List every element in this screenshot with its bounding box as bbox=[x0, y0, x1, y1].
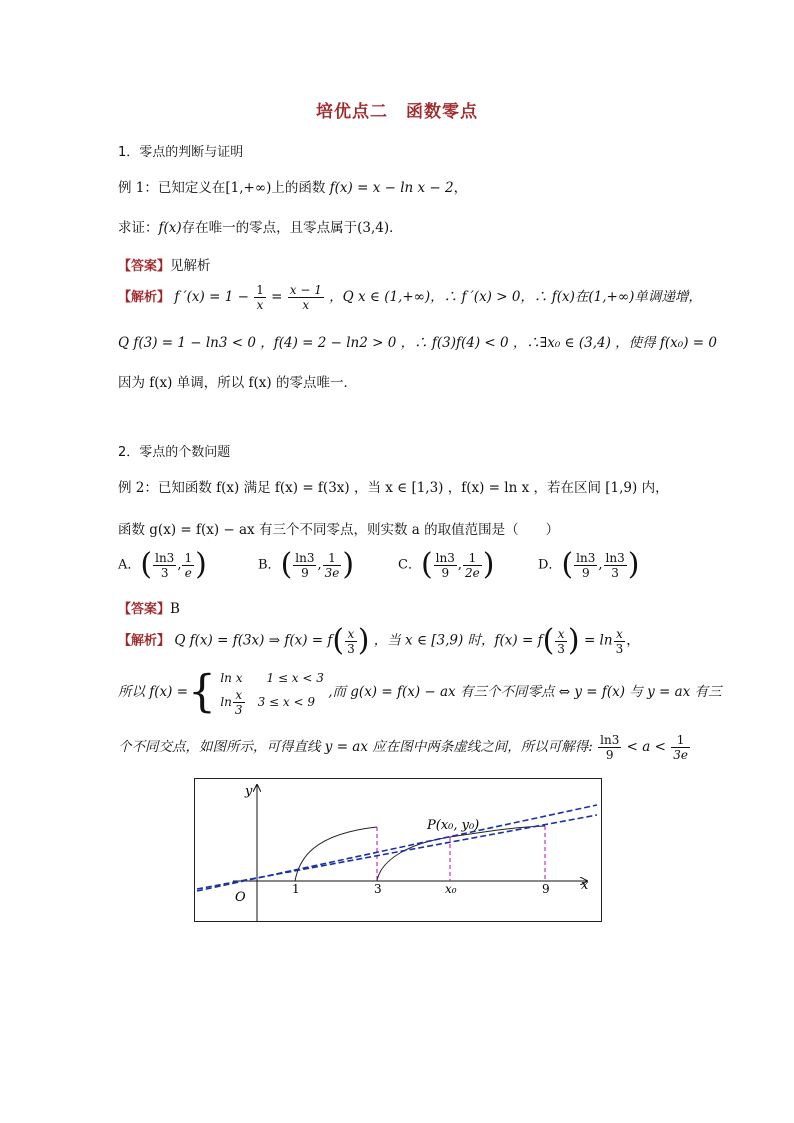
tick-label-1: 1 bbox=[292, 882, 300, 896]
option-c[interactable]: C．( $\frac{\ln 3}{9}$ , $\frac{1}{2e}$ ) bbox=[398, 547, 495, 582]
answer-2-tag: 【答案】 bbox=[118, 602, 171, 617]
option-d[interactable]: D．( $\frac{\ln 3}{9}$ , $\frac{\ln 3}{3}$ ) bbox=[538, 547, 640, 582]
solution-2-conclusion: 个不同交点，如图所示，可得直线 y = ax 应在图中两条虚线之间，所以可解得: bbox=[118, 739, 593, 755]
fraction-1-over-x: $\frac{1}{x}$ bbox=[256, 283, 264, 312]
ex1-interval: [1,+∞) bbox=[225, 180, 272, 196]
solution-1-line1 bbox=[118, 283, 702, 312]
tick-label-x0: x₀ bbox=[445, 882, 457, 896]
graph-svg bbox=[195, 779, 601, 921]
ex1-label: 例 1：已知定义在 bbox=[118, 180, 226, 196]
example-2-line2: 函数 g(x) = f(x) − ax 有三个不同零点，则实数 a 的取值范围是（ ） bbox=[118, 522, 560, 538]
piecewise-cases: ln x 1 ≤ x < 3 ln $\frac{x}{3}$ 3 ≤ x < 9 bbox=[220, 671, 324, 717]
solution-1-rest: ，Q x ∈ (1,+∞)，∴ f ′(x) > 0，∴ f(x)在(1,+∞)单调递增， bbox=[329, 289, 702, 305]
tick-label-9: 9 bbox=[542, 882, 550, 896]
section-heading-1: 1．零点的判断与证明 bbox=[118, 145, 244, 160]
solution-2-line3: 个不同交点，如图所示，可得直线 y = ax 应在图中两条虚线之间，所以可解得: $\frac{\ln 3}{9}$ < a < $\frac{1}{3e}$ bbox=[118, 733, 688, 762]
ex1-func: f(x) = x − ln x − 2 bbox=[329, 180, 454, 196]
solution-1-line2: Q f(3) = 1 − ln3 < 0 ，f(4) = 2 − ln2 > 0 ，∴ f(3)f(4) < 0 ，∴∃x₀ ∈ (3,4) ，使得 f(x₀) = 0 bbox=[118, 335, 717, 351]
answer-2-text: B bbox=[170, 601, 180, 617]
equals-sign: = bbox=[271, 289, 283, 305]
ex1-mid: 上的函数 bbox=[271, 180, 326, 196]
solution-1-line3: 因为 f(x) 单调，所以 f(x) 的零点唯一． bbox=[118, 375, 357, 391]
origin-label: O bbox=[235, 890, 246, 905]
ex1-prove-text: 存在唯一的零点，且零点属于 bbox=[181, 220, 358, 236]
piecewise-lhs: 所以 f(x) = bbox=[118, 684, 189, 700]
ex1-prove-end: ． bbox=[389, 220, 403, 236]
tick-label-3: 3 bbox=[374, 882, 382, 896]
answer-2 bbox=[118, 598, 180, 617]
answer-1 bbox=[118, 254, 211, 274]
solution-2-line2: 所以 f(x) ={ ln x 1 ≤ x < 3 ln $\frac{x}{3}$ 3 ≤ x < 9 ,而 g(x) = f(x) − ax 有三个不同零点 ⇔ y = f(x) 与 y = ax 有三 bbox=[118, 666, 722, 718]
ex1-prove-interval: (3,4) bbox=[357, 220, 390, 236]
option-a[interactable]: A．( $\frac{\ln 3}{3}$ , $\frac{1}{e}$ ) bbox=[118, 547, 207, 582]
y-axis-label: y bbox=[245, 784, 253, 799]
x-axis-label: x bbox=[581, 878, 589, 893]
solution-2-part-c: = ln bbox=[583, 632, 613, 649]
example-2-line1: 例 2：已知函数 f(x) 满足 f(x) = f(3x) ，当 x ∈ [1,3) ，f(x) = ln x ，若在区间 [1,9) 内， bbox=[118, 480, 669, 496]
ex1-prove-label: 求证： bbox=[118, 220, 159, 236]
solution-2-line1: 【解析】 Q f(x) = f(3x) ⇒ f(x) = f( $\frac{x}{3}$ ) ，当 x ∈ [3,9) 时，f(x) = f( $\frac{x}{3}$ ) = ln $\frac{x}{3}$ ， bbox=[118, 623, 640, 658]
ex1-prove-f: f(x) bbox=[158, 220, 182, 236]
fraction-x-minus-1-over-x: $\frac{x - 1}{x}$ bbox=[289, 283, 322, 312]
solution-2-part-b: ，当 x ∈ [3,9) 时，f(x) = f bbox=[373, 632, 543, 649]
example-1-line2 bbox=[118, 216, 403, 236]
solution-tag: 【解析】 bbox=[118, 290, 171, 305]
solution-2-tag: 【解析】 bbox=[118, 633, 171, 649]
answer-text: 见解析 bbox=[170, 258, 211, 274]
point-label: P(x₀, y₀) bbox=[427, 818, 480, 833]
solution-2-equivalence: ,而 g(x) = f(x) − ax 有三个不同零点 ⇔ y = f(x) 与 y = ax 有三 bbox=[328, 684, 722, 700]
derivative-lhs: f ′(x) = 1 − bbox=[174, 289, 249, 305]
option-b[interactable]: B．( $\frac{\ln 3}{9}$ , $\frac{1}{3e}$ ) bbox=[258, 547, 355, 582]
solution-2-part-a: Q f(x) = f(3x) ⇒ f(x) = f bbox=[174, 632, 333, 649]
section-heading-2: 2．零点的个数问题 bbox=[118, 445, 231, 460]
function-graph bbox=[194, 778, 602, 922]
curve-ln-x bbox=[295, 827, 377, 881]
answer-tag: 【答案】 bbox=[118, 259, 171, 274]
example-1-line1 bbox=[118, 176, 467, 196]
ex1-end: ， bbox=[453, 180, 468, 196]
page-title: 培优点二 函数零点 bbox=[316, 102, 478, 122]
